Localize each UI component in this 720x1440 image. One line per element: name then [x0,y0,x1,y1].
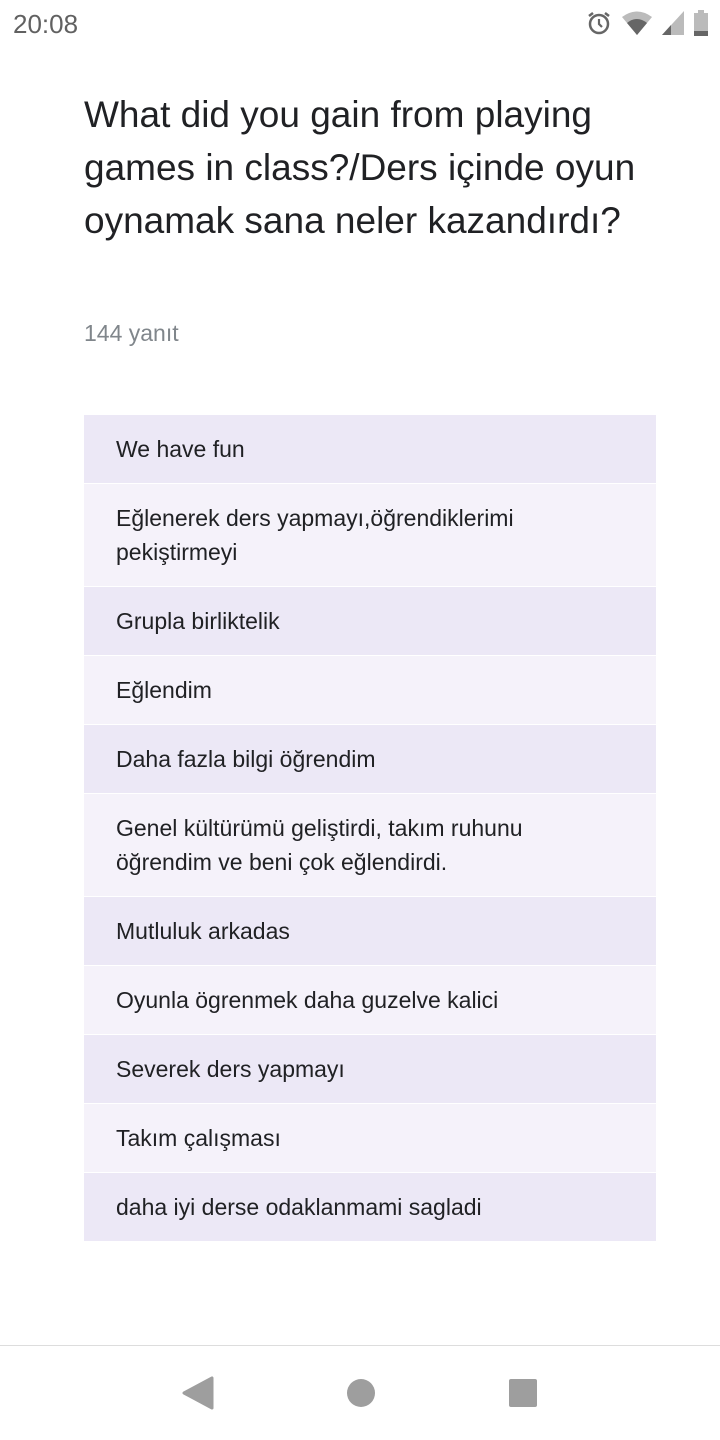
alarm-icon [586,10,612,36]
response-item: Genel kültürümü geliştirdi, takım ruhunu öğrendim ve beni çok eğlendirdi. [84,794,656,897]
back-icon[interactable] [182,1376,214,1410]
response-item: Eğlenerek ders yapmayı,öğrendiklerimi pekiştirmeyi [84,484,656,587]
response-item: Eğlendim [84,656,656,725]
status-time: 20:08 [13,9,79,39]
signal-icon [662,11,684,35]
response-item: Takım çalışması [84,1104,656,1173]
response-list [84,415,656,1242]
response-count: 144 yanıt [84,320,179,346]
response-item: daha iyi derse odaklanmami sagladi [84,1173,656,1242]
battery-icon [694,10,708,36]
status-bar [0,0,720,50]
question-title: What did you gain from playing games in class?/Ders içinde oyun oynamak sana neler kazandırdı? [84,94,636,241]
wifi-icon [622,11,652,35]
response-item: Grupla birliktelik [84,587,656,656]
response-item: We have fun [84,415,656,484]
response-item: Severek ders yapmayı [84,1035,656,1104]
response-item: Daha fazla bilgi öğrendim [84,725,656,794]
navigation-bar [0,1345,720,1440]
home-icon[interactable] [346,1378,376,1408]
response-item: Mutluluk arkadas [84,897,656,966]
recents-icon[interactable] [508,1378,538,1408]
response-item: Oyunla ögrenmek daha guzelve kalici [84,966,656,1035]
